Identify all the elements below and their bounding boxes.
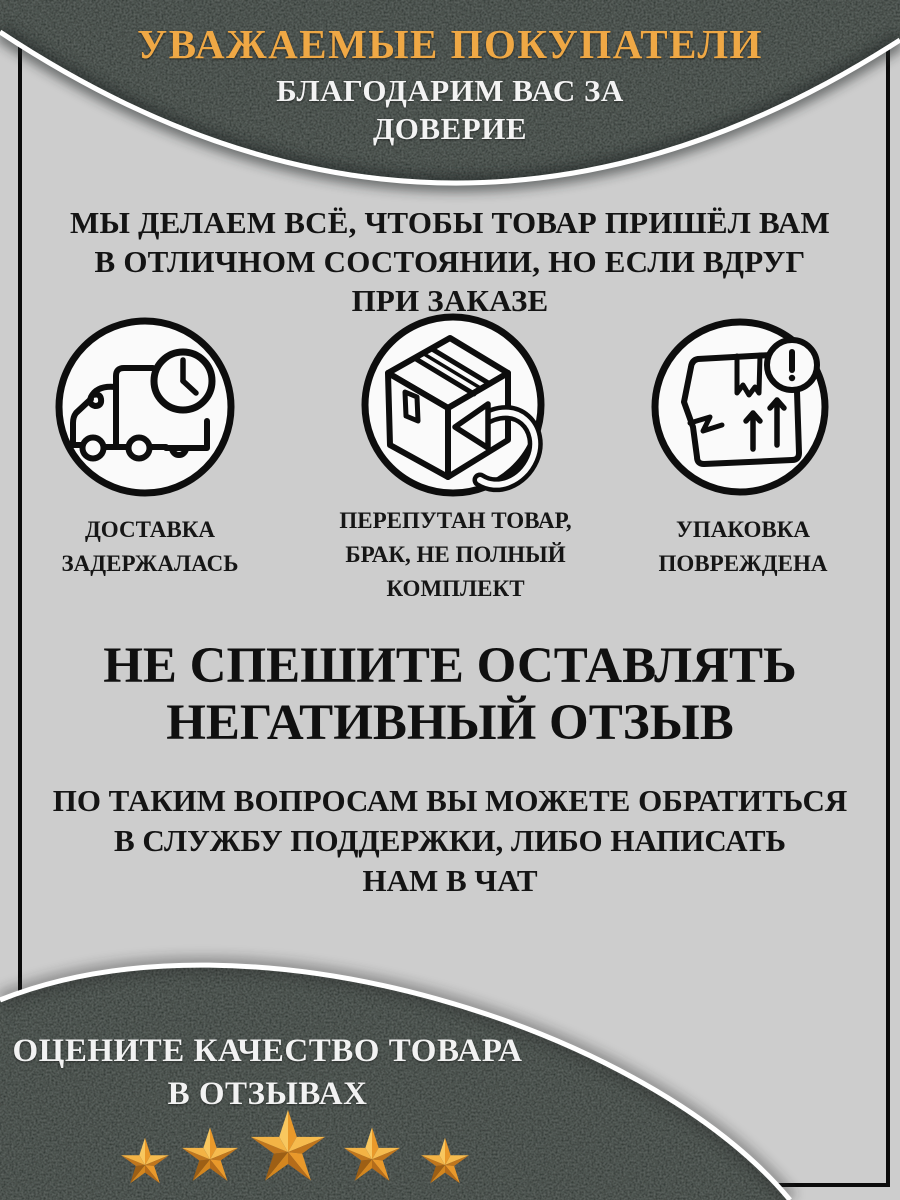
issue-label-line: КОМПЛЕКТ [386, 576, 525, 601]
issue-label-wrong-item [333, 504, 578, 606]
issue-label-line: ПЕРЕПУТАН ТОВАР, [339, 508, 572, 533]
issue-label-delivery [30, 513, 270, 581]
warning-line1: НЕ СПЕШИТЕ ОСТАВЛЯТЬ [103, 638, 797, 694]
issue-label-damaged-package [628, 513, 858, 581]
intro-line3: ПРИ ЗАКАЗЕ [351, 283, 549, 318]
header-subtitle-line1: БЛАГОДАРИМ ВАС ЗА [276, 73, 624, 108]
page-title: УВАЖАЕМЫЕ ПОКУПАТЕЛИ [137, 21, 763, 67]
issue-label-line: ДОСТАВКА [84, 517, 216, 542]
footer-line2: В ОТЗЫВАХ [167, 1076, 368, 1112]
intro-line2: В ОТЛИЧНОМ СОСТОЯНИИ, НО ЕСЛИ ВДРУГ [94, 244, 806, 279]
footer-line1: ОЦЕНИТЕ КАЧЕСТВО ТОВАРА [12, 1033, 523, 1069]
box-return-arrow-icon [365, 317, 541, 493]
support-line2: В СЛУЖБУ ПОДДЕРЖКИ, ЛИБО НАПИСАТЬ [113, 823, 787, 858]
issue-label-line: БРАК, НЕ ПОЛНЫЙ [345, 542, 566, 567]
intro-paragraph [0, 203, 900, 320]
support-line1: ПО ТАКИМ ВОПРОСАМ ВЫ МОЖЕТЕ ОБРАТИТЬСЯ [52, 783, 848, 818]
warning-line2: НЕГАТИВНЫЙ ОТЗЫВ [166, 695, 734, 751]
support-line3: НАМ В ЧАТ [362, 863, 538, 898]
issue-label-line: УПАКОВКА [675, 517, 810, 542]
damaged-package-icon [655, 322, 825, 492]
intro-line1: МЫ ДЕЛАЕМ ВСЁ, ЧТОБЫ ТОВАР ПРИШЁЛ ВАМ [70, 205, 830, 240]
footer-heading [0, 1030, 535, 1116]
issue-label-line: ПОВРЕЖДЕНА [658, 551, 828, 576]
support-paragraph [0, 781, 900, 901]
warning-heading [0, 638, 900, 752]
header-subtitle-line2: ДОВЕРИЕ [372, 111, 528, 146]
issue-label-line: ЗАДЕРЖАЛАСЬ [61, 551, 239, 576]
header-subtitle [0, 72, 900, 148]
delivery-truck-clock-icon [59, 321, 231, 493]
